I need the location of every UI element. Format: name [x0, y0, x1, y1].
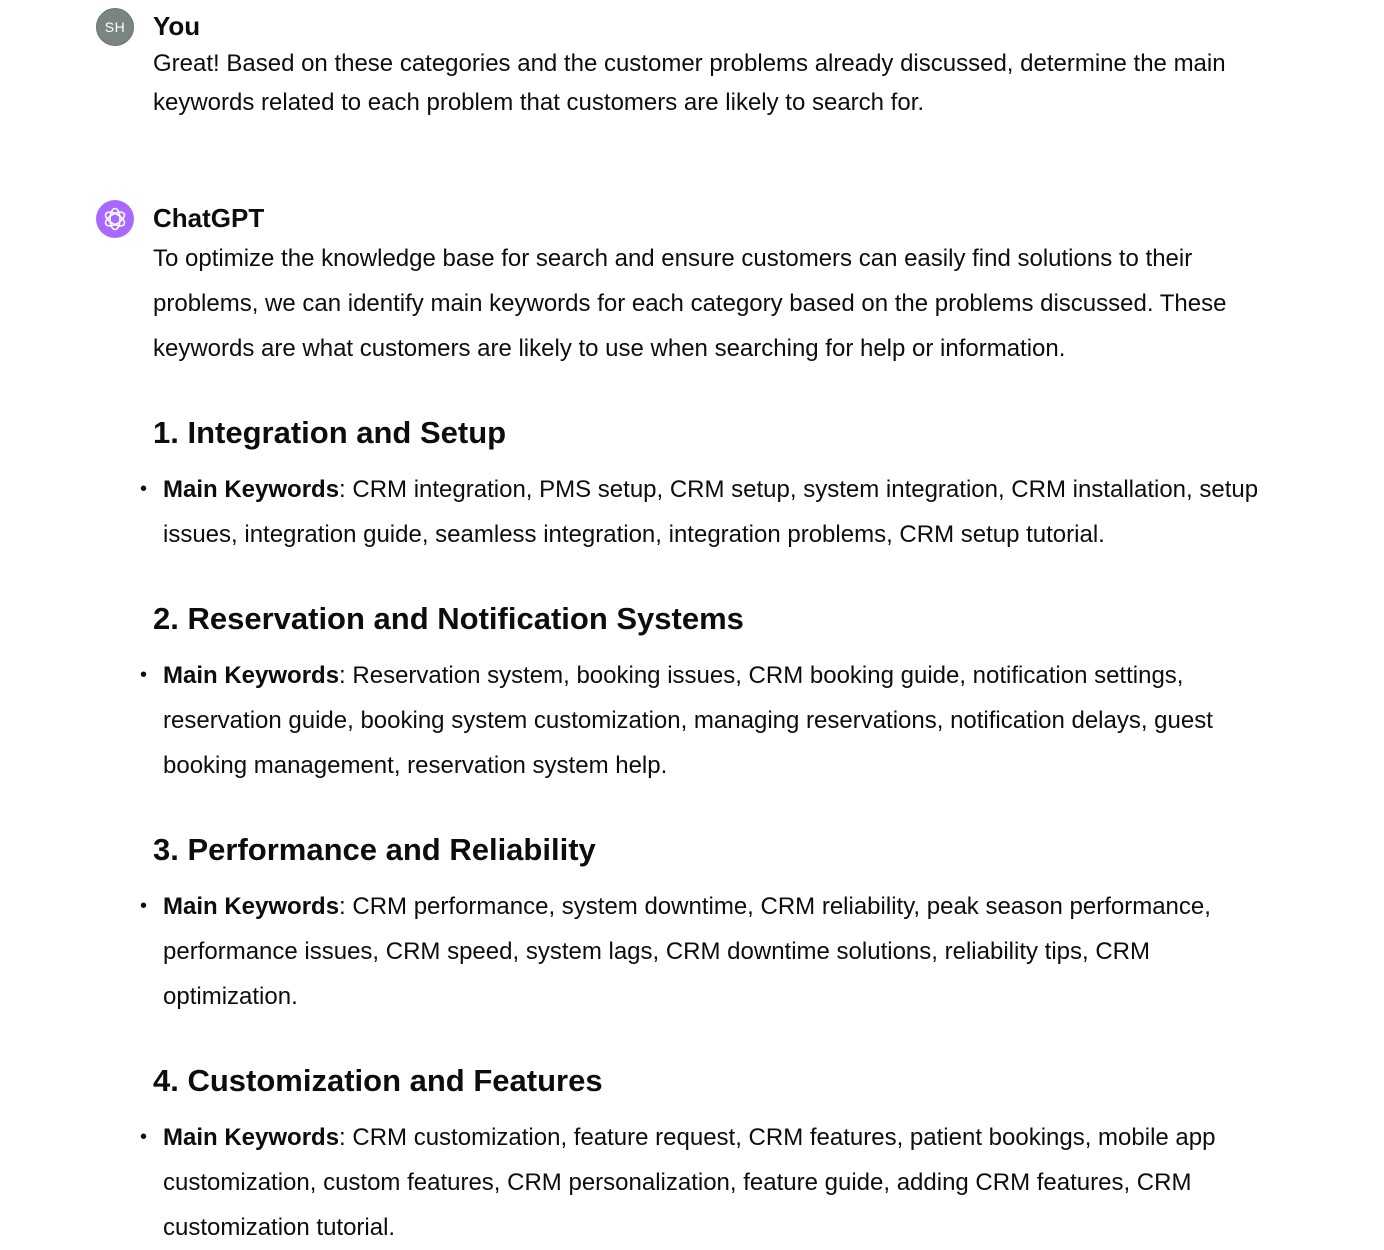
- list-item: [140, 467, 1268, 557]
- list-item: [140, 1115, 1268, 1250]
- keyword-list: [140, 467, 1268, 557]
- section-heading: 3. Performance and Reliability: [153, 832, 596, 867]
- user-avatar: [96, 8, 134, 46]
- keyword-list: [140, 653, 1268, 788]
- bullet-icon: •: [140, 1126, 148, 1148]
- keywords-label: Main Keywords: [163, 662, 340, 689]
- section-heading: 4. Customization and Features: [153, 1063, 603, 1098]
- keywords-text: : Reservation system, booking issues, CRM booking guide, notification settings, reservation guide, booking system customization, managing reservations, notification delays, guest booking management, reservation system help.: [163, 662, 1213, 779]
- section-integration-setup: [140, 413, 1268, 557]
- keywords-text: : CRM customization, feature request, CRM features, patient bookings, mobile app customization, custom features, CRM personalization, feature guide, adding CRM features, CRM customization tutorial.: [163, 1124, 1216, 1241]
- bullet-icon: •: [140, 895, 148, 917]
- list-item: [140, 653, 1268, 788]
- section-heading: 1. Integration and Setup: [153, 415, 507, 450]
- section-reservation-notification: [140, 599, 1268, 788]
- keywords-text: : CRM performance, system downtime, CRM reliability, peak season performance, performance issues, CRM speed, system lags, CRM downtime solutions, reliability tips, CRM optimization.: [163, 893, 1211, 1010]
- keywords-label: Main Keywords: [163, 476, 340, 503]
- keyword-list: [140, 1115, 1268, 1250]
- keywords-label: Main Keywords: [163, 1124, 340, 1151]
- assistant-intro: To optimize the knowledge base for search and ensure customers can easily find solutions to their problems, we can identify main keywords for each category based on the problems discussed. These keywords are what customers are likely to use when searching for help or information.: [153, 245, 1227, 362]
- user-author-name: You: [153, 11, 201, 41]
- list-item: [140, 884, 1268, 1019]
- openai-logo-icon: [102, 206, 128, 232]
- user-avatar-initials: SH: [104, 19, 126, 35]
- keyword-list: [140, 884, 1268, 1019]
- bullet-icon: •: [140, 664, 148, 686]
- bullet-icon: •: [140, 478, 148, 500]
- section-customization-features: [140, 1061, 1268, 1250]
- assistant-message-body: [140, 236, 1268, 1250]
- assistant-author-name: ChatGPT: [153, 203, 265, 233]
- section-performance-reliability: [140, 830, 1268, 1019]
- user-message-body: [153, 44, 1268, 122]
- section-heading: 2. Reservation and Notification Systems: [153, 601, 744, 636]
- keywords-text: : CRM integration, PMS setup, CRM setup, system integration, CRM installation, setup issues, integration guide, seamless integration, integration problems, CRM setup tutorial.: [163, 476, 1259, 548]
- keywords-label: Main Keywords: [163, 893, 340, 920]
- assistant-avatar: [96, 200, 134, 238]
- user-message-text: Great! Based on these categories and the customer problems already discussed, determine the main keywords related to each problem that customers are likely to search for.: [153, 50, 1226, 116]
